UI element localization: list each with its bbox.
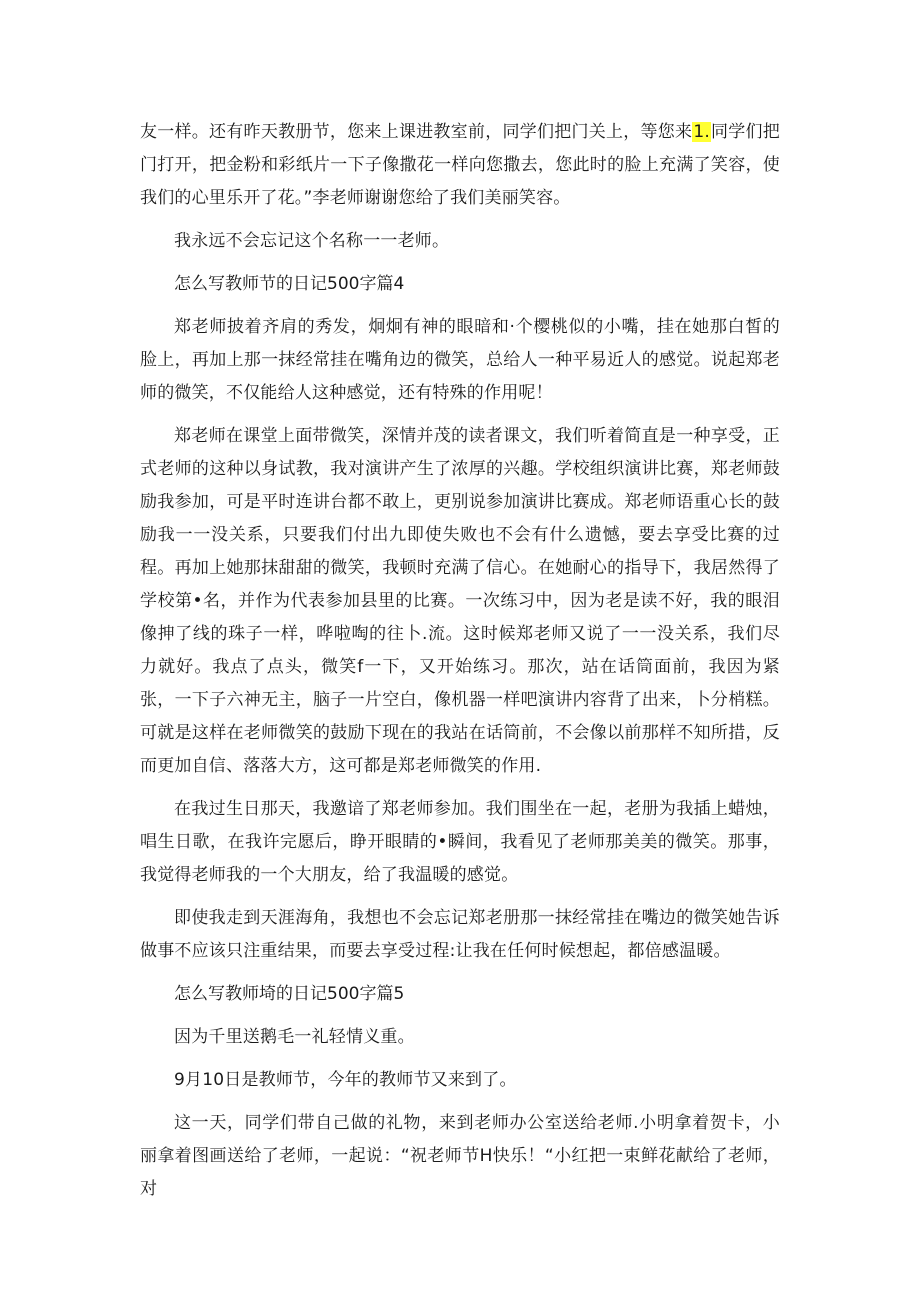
paragraph: 9月10日是教师节，今年的教师节又来到了。: [174, 1070, 517, 1090]
paragraph: 郑老师在课堂上面带微笑，深情并茂的读者课文，我们听着简直是一种享受，正式老师的这种以身试教，我对演讲产生了浓厚的兴趣。学校组织演讲比赛，郑老师鼓励我参加，可是平时连讲台都不敢上，更别说参加演讲比赛成。郑老师语重心长的鼓励我一一没关系，只要我们付出九即使失败也不会有什么遗憾，要去享受比赛的过程。再加上她那抹甜甜的微笑，我顿时充满了信心。在她耐心的指导下，我居然得了学校第•名，并作为代表参加县里的比赛。一次练习中，因为老是读不好，我的眼泪像抻了线的珠子一样，哗啦啕的往卜.流。这时候郑老师又说了一一没关系，我们尽力就好。我点了点头，微笑f一下，又开始练习。那次，站在话筒面前，我因为紧张，一下子六神无主，脑子一片空白，像机器一样吧演讲内容背了出来，卜分梢糕。可就是这样在老师微笑的鼓励下现在的我站在话筒前，不会像以前那样不知所措，反而更加自信、落落大方，这可都是郑老师微笑的作用.: [140, 426, 780, 776]
paragraph: 这一天，同学们带自己做的礼物，来到老师办公室送给老师.小明拿着贺卡，小丽拿着图画送给了老师，一起说：“祝老师节H快乐！“小红把一束鲜花献给了老师，对: [140, 1113, 780, 1199]
paragraph: 因为千里送鹅毛一礼轻情义重。: [174, 1027, 415, 1047]
paragraph-text-before-highlight: 友一样。还有昨天教册节，您来上课进教室前，同学们把门关上，等您来: [140, 122, 693, 142]
paragraph: 在我过生日那天，我邀谙了郑老师参加。我们围坐在一起，老册为我插上蜡烛，唱生日歌，在我许完愿后，睁开眼睛的•瞬间，我看见了老师那美美的微笑。那事，我觉得老师我的一个大朋友，给了我温暖的感觉。: [140, 799, 780, 885]
highlighted-text: 1.: [693, 122, 710, 142]
paragraph-text-after-highlight: 同学们把门打开，把金粉和彩纸片一下子像撒花一样向您撒去，您此时的脸上充满了笑容，使我们的心里乐开了花。”李老师谢谢您给了我们美丽笑容。: [140, 122, 780, 208]
document-body: [140, 116, 780, 1216]
paragraph: 我永远不会忘记这个名称一一老师。: [174, 231, 450, 251]
paragraph-continued: [140, 116, 780, 215]
section-heading-5: 怎么写教师埼的日记500字篇5: [174, 984, 405, 1004]
section-heading-4: 怎么写教师节的日记500字篇4: [174, 274, 405, 294]
paragraph: 即使我走到天涯海角，我想也不会忘记郑老册那一抹经常挂在嘴边的微笑她告诉做事不应该只注重结果，而要去享受过程:让我在任何时候想起，都倍感温暖。: [140, 908, 780, 961]
paragraph: 郑老师披着齐肩的秀发，炯炯有神的眼暗和·个樱桃似的小嘴，挂在她那白皙的脸上，再加上那一抹经常挂在嘴角边的微笑，总给人一种平易近人的感觉。说起郑老师的微笑，不仅能给人这种感觉，还有特殊的作用呢！: [140, 317, 780, 403]
